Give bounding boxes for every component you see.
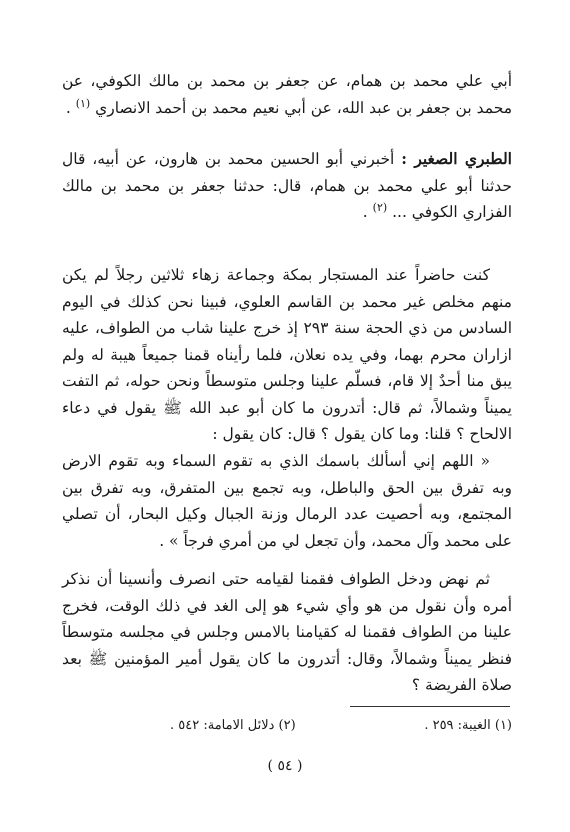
paragraph-text: أخبرني أبو الحسين محمد بن هارون، عن أبيه، قال حدثنا أبو علي محمد بن همام، قال: حدثنا جعفر بن محمد بن مالك الفزاري الكوفي ... bbox=[62, 150, 512, 221]
paragraph-continuation bbox=[62, 566, 512, 699]
footnote-reference: (١) bbox=[75, 96, 91, 110]
footnote-1: (١) الغيبة: ٢٥٩ . bbox=[424, 718, 512, 733]
footnotes bbox=[170, 716, 512, 736]
paragraph-supplication bbox=[62, 448, 512, 554]
paragraph-text: ثم نهض ودخل الطواف فقمنا لقيامه حتى انصرف وأنسينا أن نذكر أمره وأن نقول من هو وأي شيء هو إلى الغد في ذلك الوقت، فخرج علينا من الطواف فقمنا له كقيامنا بالامس وجلس في مجلسه متوسطاً فنظر يميناً وشمالاً، وقال: أتدرون ما كان يقول أمير المؤمنين ﷺ بعد صلاة الفريضة ؟ bbox=[62, 570, 512, 694]
footnote-divider bbox=[350, 706, 510, 707]
paragraph-text: أبي علي محمد بن همام، عن جعفر بن محمد بن مالك الكوفي، عن محمد بن جعفر بن عبد الله، عن أبي نعيم محمد بن أحمد الانصاري bbox=[62, 72, 512, 117]
page-number: ( ٥٤ ) bbox=[267, 758, 303, 774]
paragraph-text: كنت حاضراً عند المستجار بمكة وجماعة زهاء ثلاثين رجلاً لم يكن منهم مخلص غير محمد بن القاسم العلوي، فبينا نحن كذلك في اليوم السادس من ذي الحجة سنة ٢٩٣ إذ خرج علينا شاب من الطواف، عليه ازاران محرم بهما، وفي يده نعلان، فلما رأيناه قمنا جميعاً هيبة له ولم يبق منا أحدٌ إلا قام، فسلّم علينا وجلس متوسطاً ونحن حوله، ثم التفت يميناً وشمالاً، ثم قال: أتدرون ما كان أبو عبد الله ﷺ يقول في دعاء الالحاح ؟ قلنا: وما كان يقول ؟ قال: كان يقول : bbox=[62, 266, 512, 443]
paragraph-text: « اللهم إني أسألك باسمك الذي به تقوم السماء وبه تقوم الارض وبه تفرق بين الحق والباطل، وبه تجمع بين المتفرق، وبه تفرق بين المجتمع، وبه أحصيت عدد الرمال وزنة الجبال وكيل البحار، أن تصلي على محمد وآل محمد، وأن تجعل لي من أمري فرجاً » . bbox=[62, 452, 512, 550]
paragraph-isnad-2 bbox=[62, 146, 512, 226]
footnote-2: (٢) دلائل الامامة: ٥٤٢ . bbox=[170, 718, 296, 733]
paragraph-narrative bbox=[62, 262, 512, 448]
paragraph-tail: . bbox=[362, 203, 368, 221]
footnote-reference: (٢) bbox=[372, 200, 388, 214]
paragraph-isnad-1 bbox=[62, 68, 512, 121]
paragraph-tail: . bbox=[65, 98, 71, 117]
source-label: الطبري الصغير : bbox=[401, 149, 512, 168]
